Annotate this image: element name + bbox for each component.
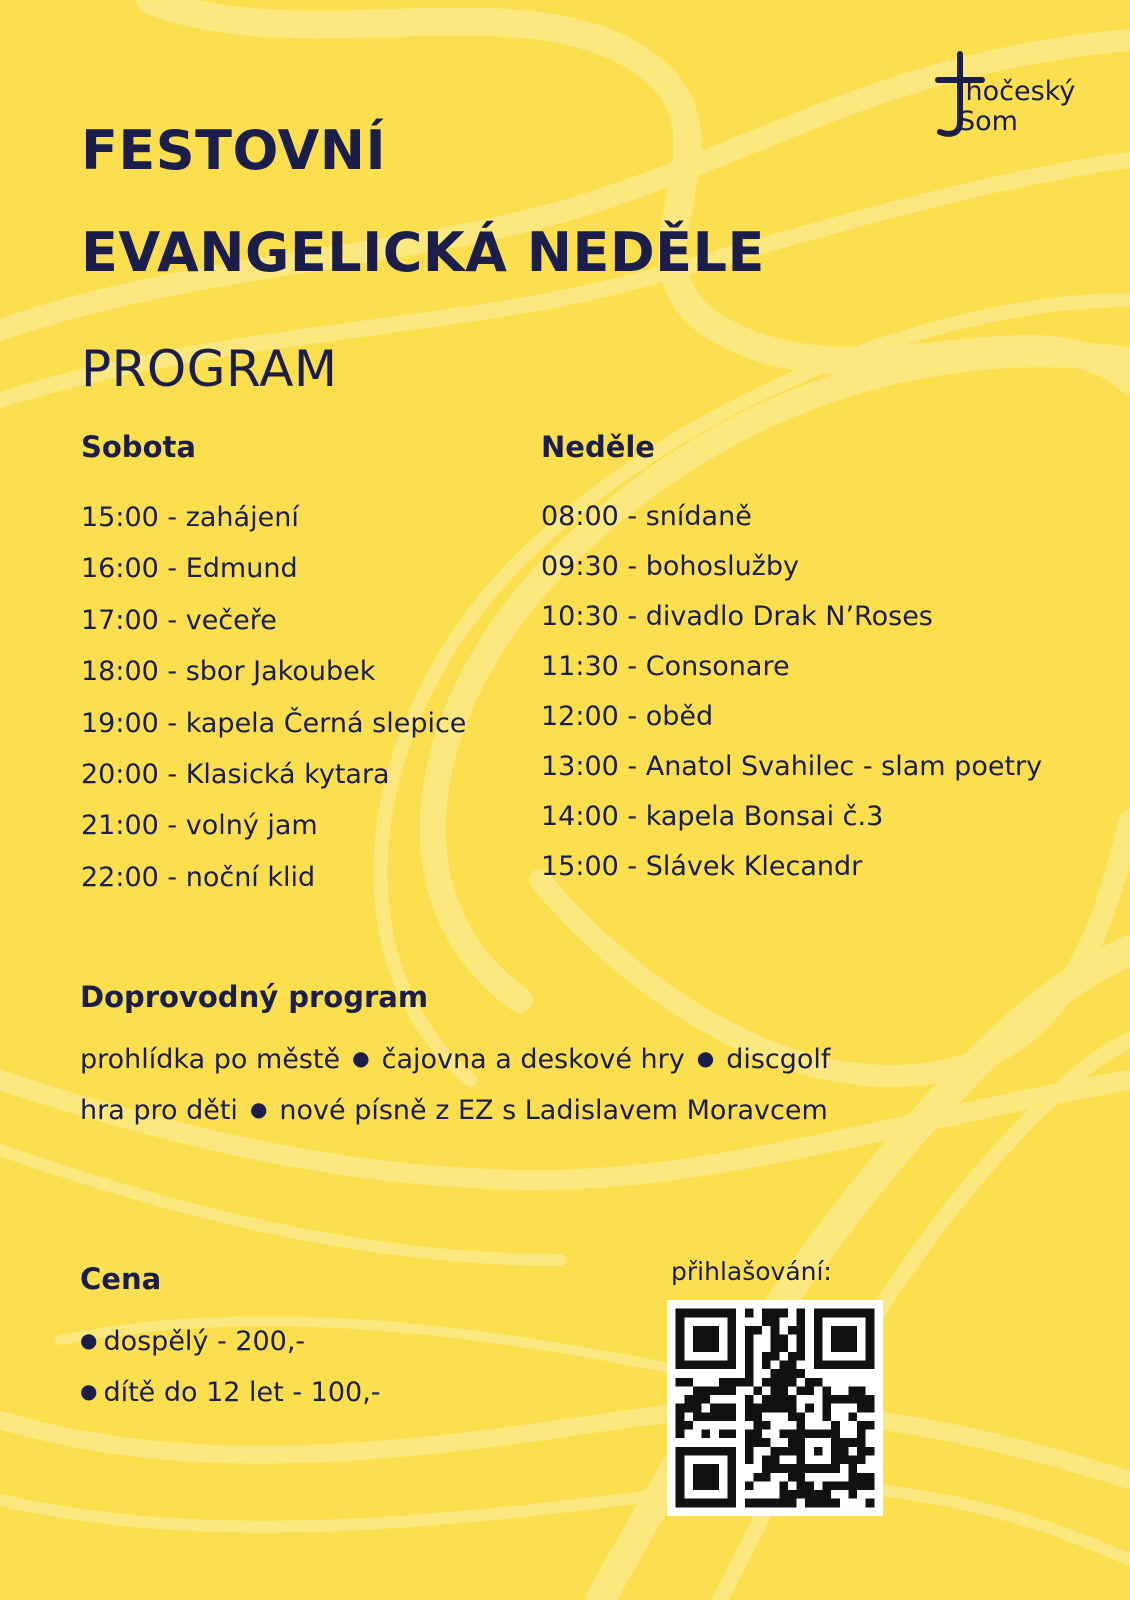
title-line-1: FESTOVNÍ (81, 119, 387, 182)
extras-heading: Doprovodný program (80, 980, 429, 1014)
program-heading: PROGRAM (81, 340, 338, 398)
schedule-item: 09:30 - bohoslužby (541, 551, 799, 582)
logo-text (958, 77, 1075, 137)
saturday-heading: Sobota (81, 430, 196, 464)
sunday-schedule (541, 492, 1042, 892)
extras-item: prohlídka po městě (80, 1044, 341, 1075)
logo (930, 50, 1090, 145)
page-title (81, 100, 765, 304)
price-section (80, 1262, 381, 1418)
schedule-item: 20:00 - Klasická kytara (81, 758, 390, 790)
saturday-schedule (81, 492, 466, 903)
schedule-item: 10:30 - divadlo Drak N’Roses (541, 601, 933, 632)
qr-code-image (667, 1300, 883, 1516)
bullet-icon: ● (352, 1046, 370, 1070)
logo-line-2: Som (958, 106, 1018, 137)
schedule-item: 19:00 - kapela Černá slepice (81, 707, 467, 739)
schedule-item: 13:00 - Anatol Svahilec - slam poetry (541, 751, 1043, 782)
price-item (80, 1316, 381, 1367)
schedule-item: 18:00 - sbor Jakoubek (81, 656, 376, 688)
sunday-heading: Neděle (541, 430, 655, 464)
schedule-item: 11:30 - Consonare (541, 651, 790, 682)
price-item-label: dospělý - 200,- (103, 1326, 306, 1357)
schedule-item: 21:00 - volný jam (81, 810, 318, 842)
schedule-item: 08:00 - snídaně (541, 501, 752, 532)
schedule-item: 15:00 - zahájení (81, 502, 299, 533)
extras-section (80, 980, 830, 1136)
schedule-item: 16:00 - Edmund (81, 553, 298, 585)
qr-code[interactable] (667, 1300, 883, 1516)
bullet-icon: ● (696, 1046, 715, 1070)
schedule-item: 12:00 - oběd (541, 701, 714, 732)
logo-line-1: ihočeský (958, 76, 1076, 107)
price-item-label: dítě do 12 let - 100,- (103, 1377, 381, 1408)
extras-line-2 (80, 1085, 830, 1136)
extras-item: hra pro děti (80, 1095, 238, 1126)
extras-item: discgolf (726, 1044, 831, 1075)
bullet-icon: ● (80, 1328, 98, 1352)
bullet-icon: ● (80, 1379, 98, 1403)
schedule-item: 22:00 - noční klid (81, 861, 316, 893)
schedule-item: 15:00 - Slávek Klecandr (541, 851, 863, 882)
extras-line-1 (80, 1034, 830, 1085)
sunday-column (541, 430, 1042, 892)
schedule-item: 17:00 - večeře (81, 604, 277, 636)
title-line-2: EVANGELICKÁ NEDĚLE (81, 221, 765, 284)
registration-label: přihlašování: (671, 1257, 832, 1286)
price-heading: Cena (80, 1262, 162, 1296)
bullet-icon: ● (249, 1097, 268, 1121)
saturday-column (81, 430, 466, 903)
extras-item: nové písně z EZ s Ladislavem Moravcem (279, 1095, 828, 1126)
extras-item: čajovna a deskové hry (381, 1044, 685, 1075)
schedule-item: 14:00 - kapela Bonsai č.3 (541, 801, 884, 832)
price-item (80, 1367, 381, 1418)
